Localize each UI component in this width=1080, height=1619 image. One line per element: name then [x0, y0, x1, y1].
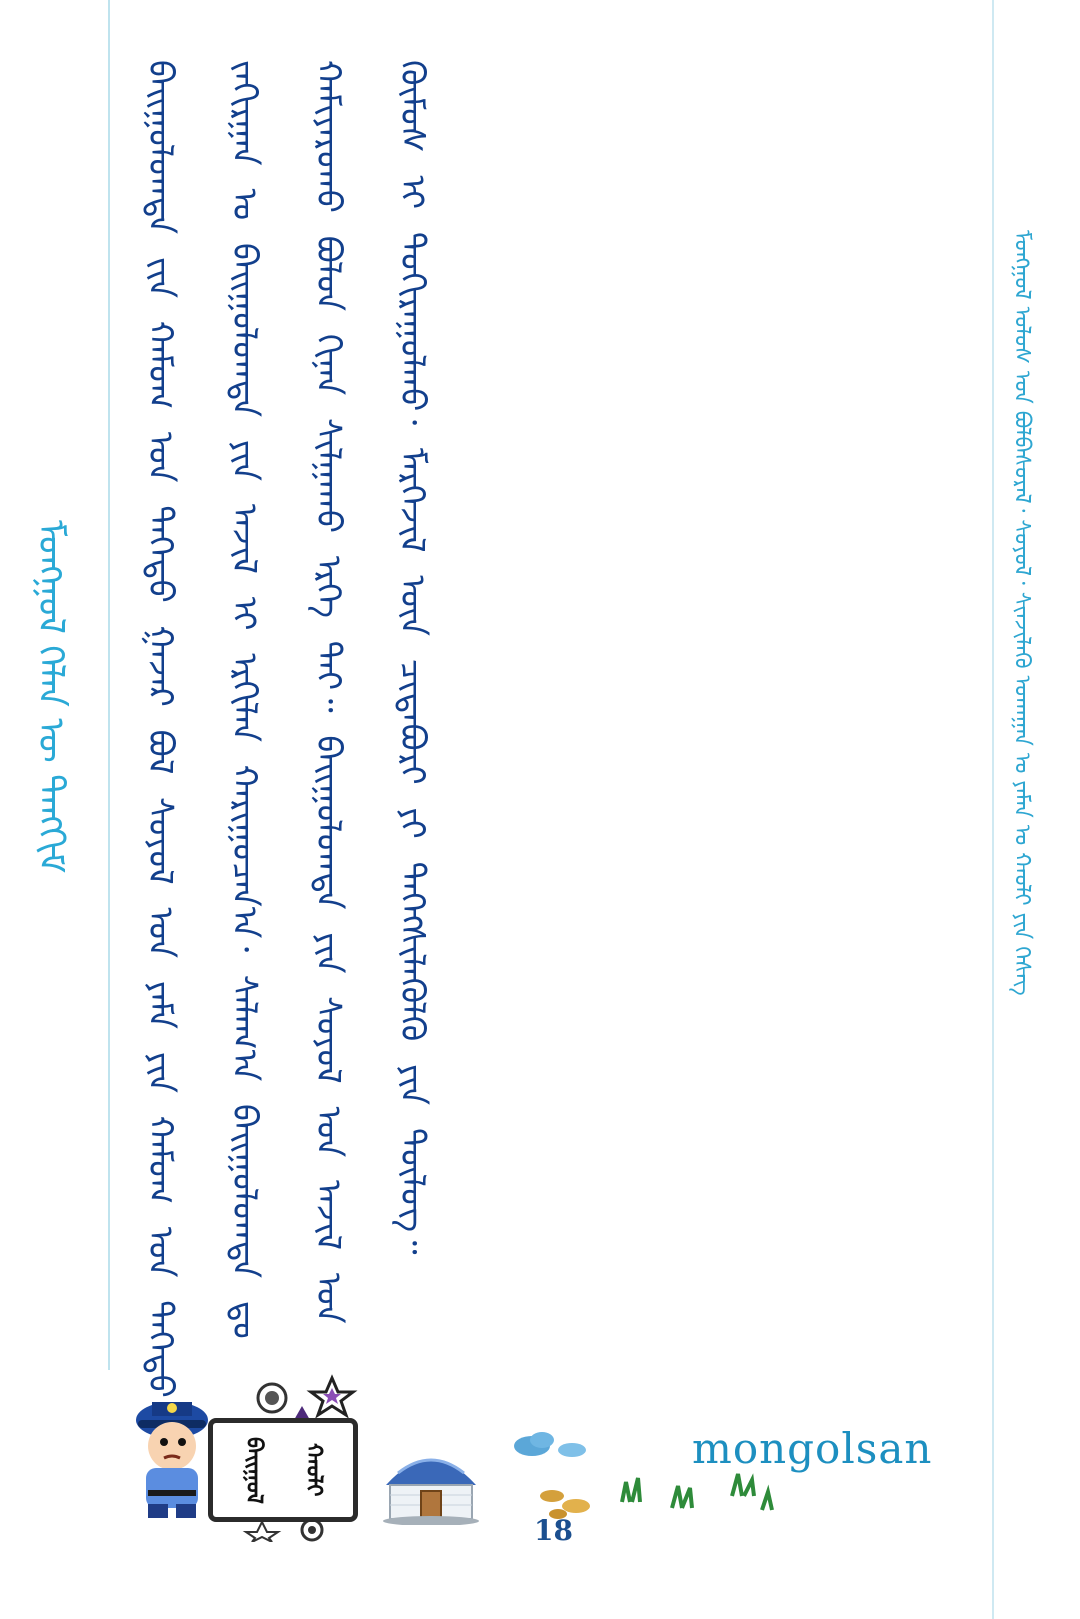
sign-text-2: ᠬᠠᠤᠯᠢ	[301, 1443, 326, 1497]
body-text: ᠪᠠᠢᠭᠤᠯᠤᠭᠳᠠ ᠵᠢᠨ ᠬᠠᠮᠤᠭ ᠤᠨ ᠳᠡᠭᠡᠳᠦ ᠭᠠᠵᠠᠷ ᠪᠣᠯ ᠰᠣᠶᠣᠯ ᠤᠨ ᠶᠠᠮᠠ ᠶᠢᠨ ᠬᠠᠮᠤᠭ ᠤᠨ ᠳᠡᠭᠡᠳᠦ ᠵᠠᠬᠢᠷᠭᠠᠨ ᠤ ᠪᠠᠢᠭᠤᠯᠤᠭᠳᠠ ᠶᠢᠨ ᠠᠵᠢᠯ ᠢ ᠡᠷᠬᠢᠯᠡᠨ ᠬᠠᠷᠢᠭᠤᠴᠠᠨ᠎ᠠ᠂ ᠰᠠᠯᠠᠭ᠎ᠠ ᠪᠠᠢᠭᠤᠯᠤᠭᠳᠠ ᠳᠤ ᠬᠠᠮᠢᠶᠠᠷᠤᠬᠤ ᠪᠣᠯᠤᠨ ᠬᠢᠨᠠᠨ ᠰᠢᠯᠭᠠᠬᠤ ᠡᠷᠬᠡ ᠲᠠᠢ᠃ ᠪᠠᠢᠭᠤᠯᠤᠭᠳᠠ ᠶᠢᠨ ᠰᠣᠶᠣᠯ ᠤᠨ ᠠᠵᠢᠯ ᠤᠨ ᠬᠦᠮᠦᠰ ᠢ ᠲᠣᠬᠢᠷᠠᠭᠤᠯᠬᠤ᠂ ᠮᠡᠷᠭᠡᠵᠢᠯ ᠦᠨ ᠴᠢᠳᠠᠪᠦᠷᠢ ᠶᠢ ᠳᠡᠭᠡᠭᠰᠢᠯᠡᠭᠦᠯᠬᠦ ᠶᠢᠨ ᠲᠥᠯᠦᠭ᠃	[140, 60, 432, 1398]
frame-line-right	[992, 0, 994, 1619]
page-number: 18	[534, 1514, 573, 1547]
page-title: ᠮᠣᠩᠭᠣᠯ ᠬᠡᠯᠡᠨ ᠦ ᠲᠠᠩᠬᠢᠮ	[30, 520, 71, 874]
clouds-icon	[510, 1424, 590, 1464]
brand-logo: mongolsan	[692, 1424, 933, 1473]
sign-text-1: ᠪᠠᠢᠭᠤᠯ	[241, 1436, 266, 1504]
yurt-icon	[376, 1425, 486, 1525]
frame-line-left	[108, 0, 110, 1370]
sign-board	[208, 1418, 358, 1522]
source-note: ᠮᠣᠩᠭᠣᠯ ᠤᠯᠤᠰ ᠤᠨ ᠪᠣᠯᠪᠠᠰᠤᠷᠠᠯ᠂ ᠰᠣᠶᠣᠯ᠂ ᠰᠢᠨᠵᠢᠯᠡᠬᠦ ᠤᠬᠠᠭᠠᠨ ᠤ ᠶᠠᠮᠠᠨ ᠤ ᠬᠠᠤᠯᠢ ᠶᠢᠨ ᠬᠡᠰᠡᠭ	[1009, 230, 1034, 996]
